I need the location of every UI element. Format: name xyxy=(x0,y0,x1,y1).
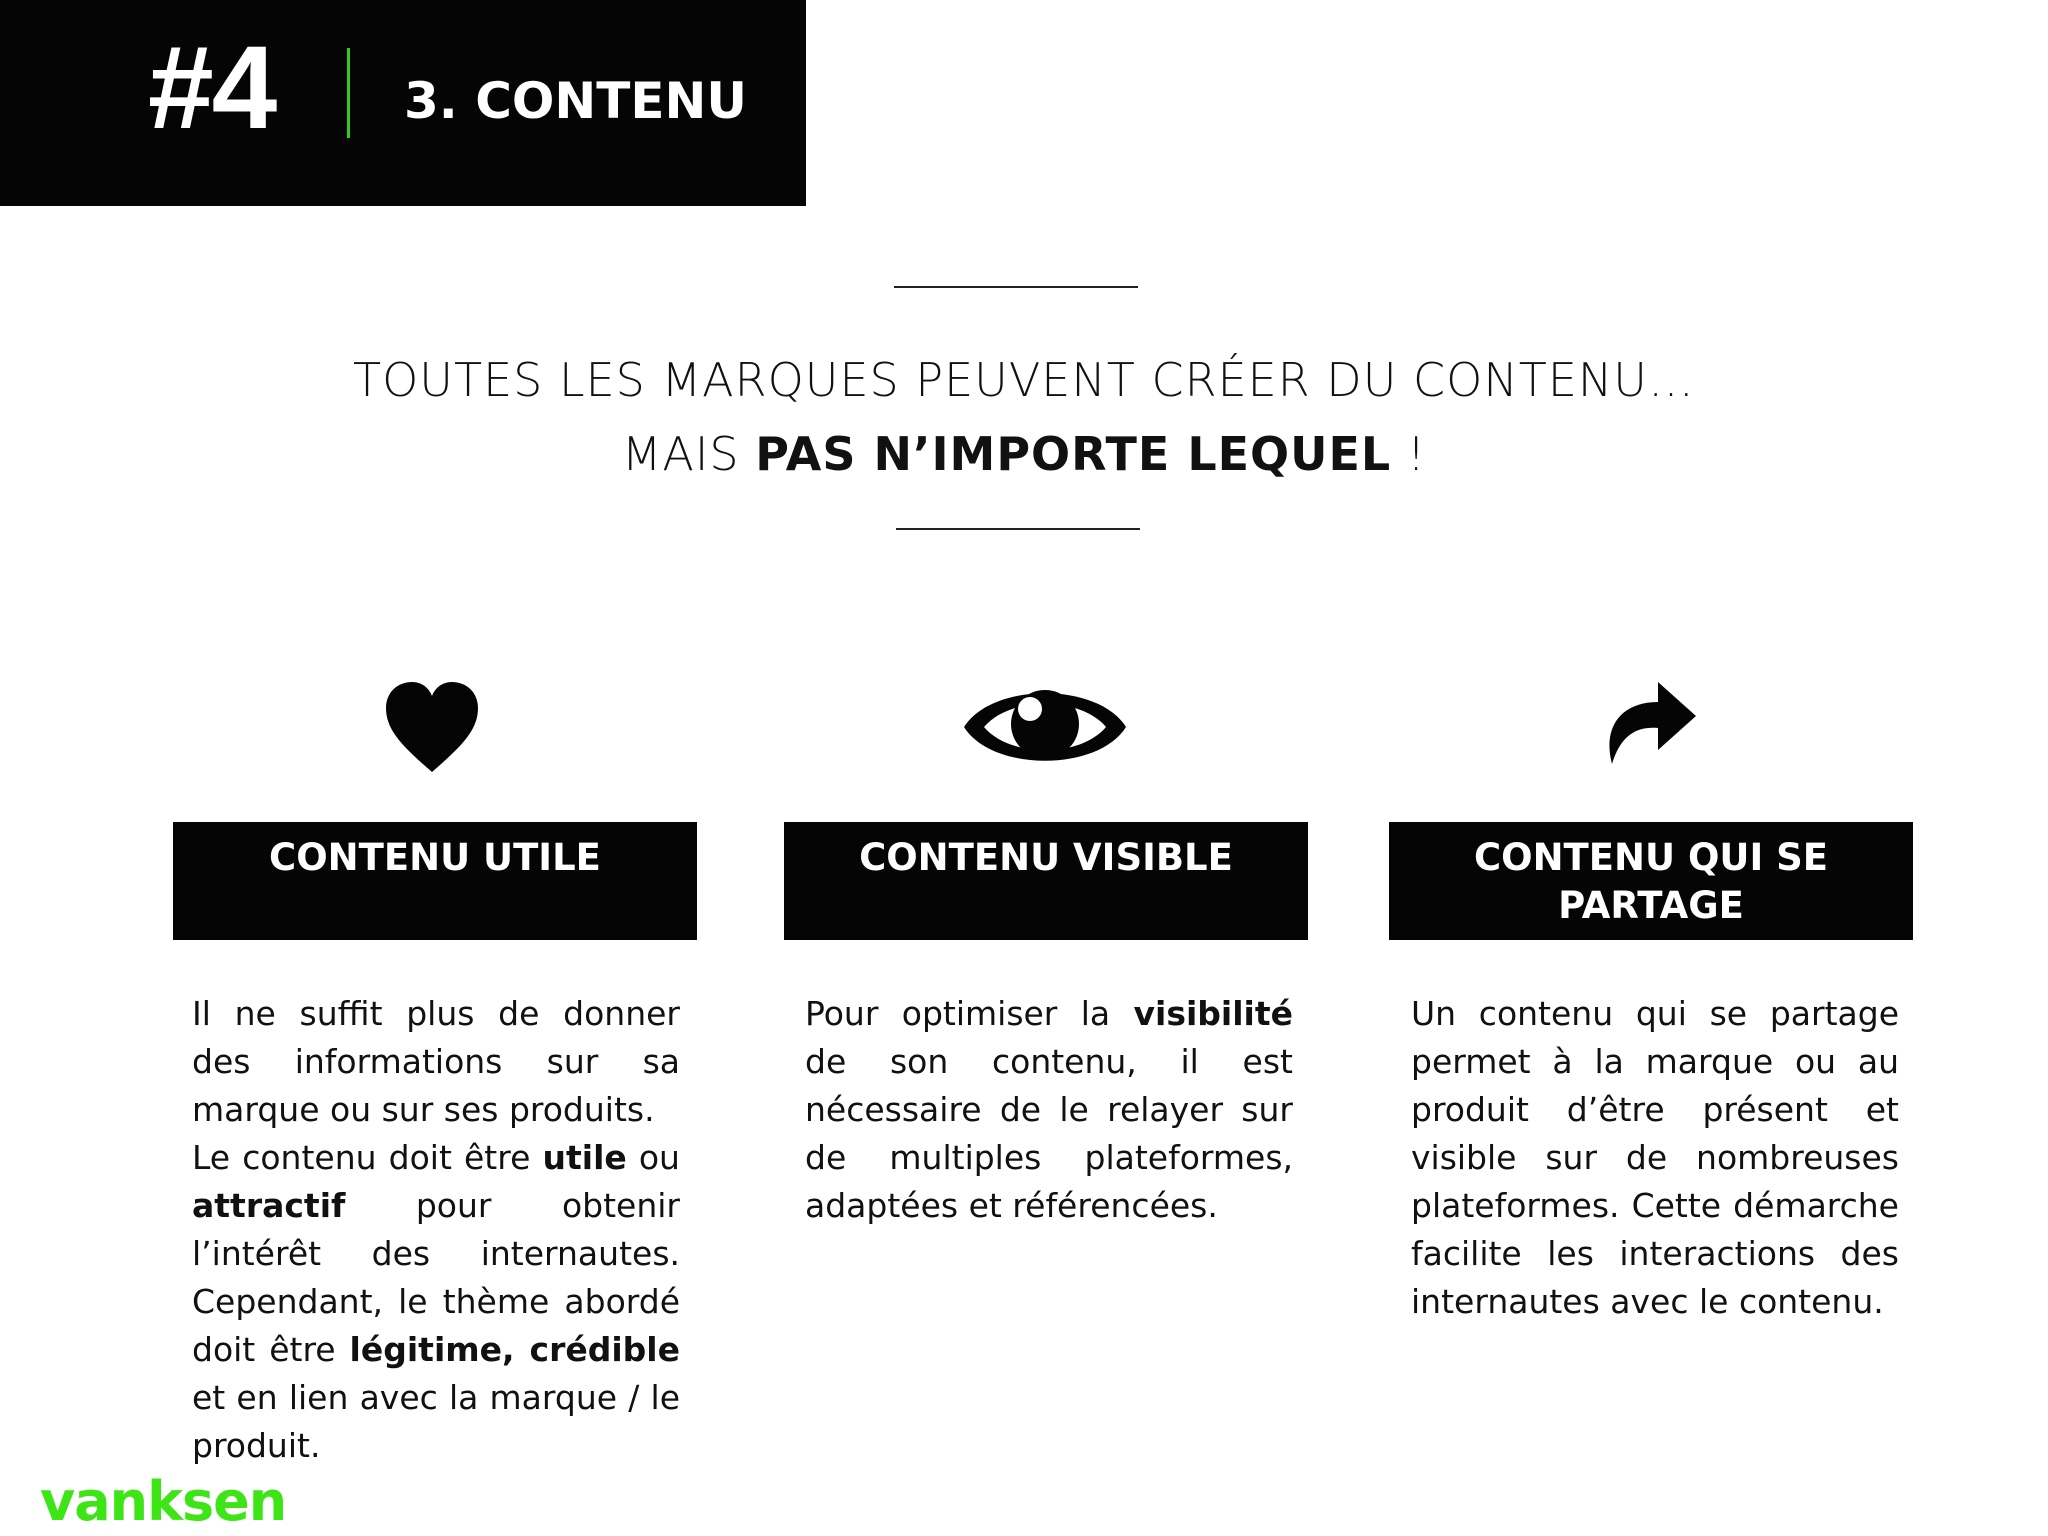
card-text: Pour optimiser la xyxy=(805,994,1134,1033)
headline-line-2-post: ! xyxy=(1391,427,1427,481)
headline-line-1: TOUTES LES MARQUES PEUVENT CRÉER DU CONTENU… xyxy=(353,353,1695,407)
heart-icon xyxy=(382,680,482,776)
divider-bottom xyxy=(896,528,1140,530)
vanksen-logo: vanksen xyxy=(40,1470,287,1533)
headline-line-2-bold: PAS N’IMPORTE LEQUEL xyxy=(755,427,1392,481)
card-text: Le contenu doit être xyxy=(192,1138,543,1177)
card-text-bold: visibilité xyxy=(1133,994,1293,1033)
card-title-visible: CONTENU VISIBLE xyxy=(784,822,1308,940)
card-text: ou xyxy=(626,1138,680,1177)
section-title: 3. CONTENU xyxy=(404,72,747,130)
card-text: pour obtenir l’intérêt des internautes. Cependant, le thème abordé doit être xyxy=(192,1186,680,1369)
header-block xyxy=(0,0,806,206)
slide-number: #4 xyxy=(148,22,276,154)
card-title-utile: CONTENU UTILE xyxy=(173,822,697,940)
card-text: et en lien avec la marque / le produit. xyxy=(192,1378,680,1465)
card-title-partage: CONTENU QUI SE PARTAGE xyxy=(1389,822,1913,940)
card-text-bold: légitime, crédible xyxy=(349,1330,680,1369)
headline-line-2 xyxy=(0,422,2048,486)
headline-line-2-pre: MAIS xyxy=(621,427,756,481)
card-text: Un contenu qui se partage permet à la marque ou au produit d’être présent et visible sur de nombreuses plateformes. Cette démarche facilite les interactions des internautes avec le contenu. xyxy=(1411,994,1899,1321)
eye-icon xyxy=(960,672,1130,782)
divider-top xyxy=(894,286,1138,288)
card-body-visible xyxy=(805,990,1293,1230)
card-text-bold: attractif xyxy=(192,1186,346,1225)
card-text-bold: utile xyxy=(542,1138,627,1177)
card-text: Il ne suffit plus de donner des informations sur sa marque ou sur ses produits. xyxy=(192,994,680,1129)
card-body-partage xyxy=(1411,990,1899,1326)
header-divider xyxy=(347,48,350,138)
card-text: de son contenu, il est nécessaire de le relayer sur de multiples plateformes, adaptées et référencées. xyxy=(805,1042,1293,1225)
share-arrow-icon xyxy=(1600,676,1700,766)
card-body-utile xyxy=(192,990,680,1470)
